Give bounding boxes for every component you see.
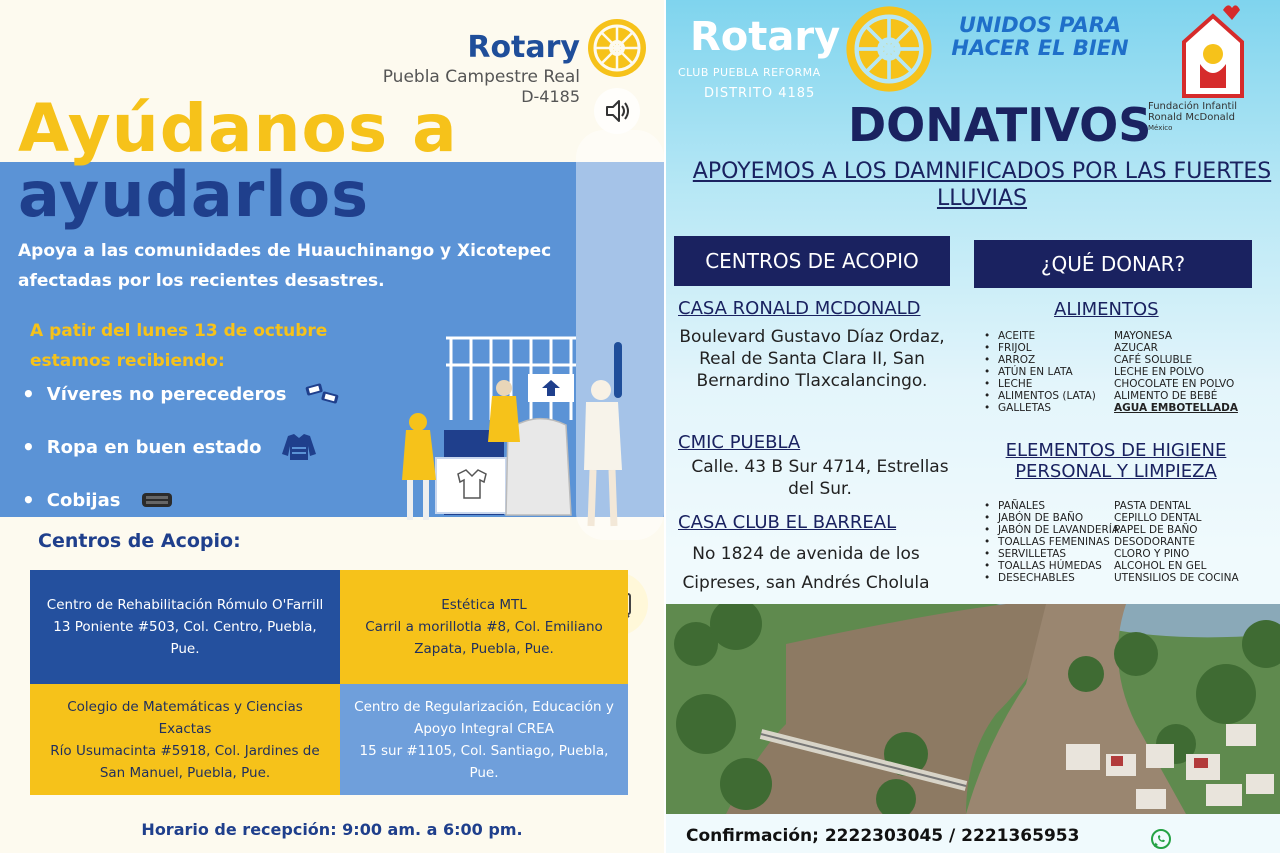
centros-title: Centros de Acopio: bbox=[38, 530, 241, 552]
rotary-brand: Rotary bbox=[467, 30, 580, 65]
item-left: TOALLAS HÚMEDAS bbox=[998, 560, 1102, 572]
item-right: PASTA DENTAL bbox=[1114, 500, 1191, 512]
que-donar-header: ¿QUÉ DONAR? bbox=[974, 240, 1252, 288]
item-right: PAPEL DE BAÑO bbox=[1114, 524, 1198, 536]
bullet-label: Víveres no perecederos bbox=[46, 383, 287, 405]
canned-food-icon bbox=[304, 379, 342, 409]
item-right: ALIMENTO DE BEBÉ bbox=[1114, 390, 1218, 402]
donation-list bbox=[22, 380, 342, 539]
item-left: ATÚN EN LATA bbox=[998, 366, 1073, 378]
item-left: SERVILLETAS bbox=[998, 548, 1067, 560]
list-item bbox=[984, 536, 1239, 548]
rotary-club: CLUB PUEBLA REFORMA bbox=[678, 66, 821, 79]
bullet-dot: • bbox=[984, 354, 991, 366]
list-item bbox=[984, 524, 1239, 536]
location-name: CASA RONALD MCDONALD bbox=[678, 298, 921, 319]
volume-slider-track[interactable] bbox=[576, 130, 664, 540]
item-right: MAYONESA bbox=[1114, 330, 1173, 342]
list-item bbox=[984, 378, 1238, 390]
unidos-slogan: UNIDOS PARA HACER EL BIEN bbox=[951, 13, 1129, 60]
location-name: CASA CLUB EL BARREAL bbox=[678, 512, 897, 533]
item-right: CHOCOLATE EN POLVO bbox=[1114, 378, 1235, 390]
bullet-dot: • bbox=[984, 560, 991, 572]
item-left: GALLETAS bbox=[998, 402, 1052, 414]
right-flyer bbox=[666, 0, 1280, 853]
item-right: CAFÉ SOLUBLE bbox=[1114, 354, 1193, 366]
centro-crea: Centro de Regularización, Educación y Apoyo Integral CREA 15 sur #1105, Col. Santiago, Puebla, Pue. bbox=[340, 684, 628, 795]
whatsapp-icon bbox=[1150, 828, 1172, 850]
item-left: JABÓN DE BAÑO bbox=[998, 512, 1084, 524]
higiene-list bbox=[984, 500, 1239, 584]
centros-header: CENTROS DE ACOPIO bbox=[674, 236, 950, 286]
list-item bbox=[984, 342, 1238, 354]
item-left: TOALLAS FEMENINAS bbox=[998, 536, 1110, 548]
from-date: A patir del lunes 13 de octubre estamos recibiendo: bbox=[30, 321, 328, 371]
list-item bbox=[984, 354, 1238, 366]
rotary-club: Puebla Campestre Real bbox=[382, 67, 580, 87]
confirmacion-phones: Confirmación; 2222303045 / 2221365953 bbox=[686, 826, 1080, 846]
bullet-dot: • bbox=[984, 500, 991, 512]
list-item bbox=[984, 390, 1238, 402]
ronald-mcdonald-house-logo bbox=[1178, 2, 1248, 102]
location-address: No 1824 de avenida de los Cipreses, san Andrés Cholula bbox=[682, 544, 930, 593]
item-right: CLORO Y PINO bbox=[1114, 548, 1190, 560]
location-address: Calle. 43 B Sur 4714, Estrellas del Sur. bbox=[691, 457, 949, 499]
sweater-icon bbox=[280, 432, 318, 462]
list-item bbox=[984, 512, 1239, 524]
fundacion-line: Fundación Infantil bbox=[1148, 101, 1238, 112]
title-line1: Ayúdanos a bbox=[18, 90, 458, 167]
list-item bbox=[984, 366, 1238, 378]
bullet-dot: • bbox=[984, 572, 991, 584]
item-right: AZUCAR bbox=[1114, 342, 1158, 354]
higiene-title: ELEMENTOS DE HIGIENE PERSONAL Y LIMPIEZA bbox=[1005, 440, 1227, 482]
bullet-dot: • bbox=[984, 536, 991, 548]
bullet-dot: • bbox=[984, 512, 991, 524]
alimentos-list bbox=[984, 330, 1238, 414]
item-left: PAÑALES bbox=[998, 500, 1046, 512]
bullet-dot: • bbox=[984, 548, 991, 560]
speaker-icon bbox=[602, 96, 632, 126]
rotary-brand: Rotary bbox=[690, 14, 841, 60]
list-item bbox=[984, 560, 1239, 572]
bullet-dot: • bbox=[984, 390, 991, 402]
item-left: ACEITE bbox=[998, 330, 1036, 342]
item-right: CEPILLO DENTAL bbox=[1114, 512, 1202, 524]
fundacion-line: México bbox=[1148, 124, 1173, 132]
item-left: DESECHABLES bbox=[998, 572, 1075, 584]
fundacion-line: Ronald McDonald bbox=[1148, 112, 1235, 123]
item-left: ALIMENTOS (LATA) bbox=[998, 390, 1096, 402]
bullet-dot: • bbox=[984, 402, 991, 414]
item-right: LECHE EN POLVO bbox=[1114, 366, 1205, 378]
bullet-dot: • bbox=[984, 342, 991, 354]
title-line2: ayudarlos bbox=[18, 158, 370, 231]
alimentos-title: ALIMENTOS bbox=[1054, 299, 1159, 320]
donativos-title: DONATIVOS bbox=[848, 98, 1152, 152]
centro-estetica: Estética MTL Carril a morillotla #8, Col. Emiliano Zapata, Puebla, Pue. bbox=[340, 570, 628, 684]
bullet-dot: • bbox=[984, 378, 991, 390]
item-right: UTENSILIOS DE COCINA bbox=[1114, 572, 1239, 584]
apoyemos-heading: APOYEMOS A LOS DAMNIFICADOS POR LAS FUERTES LLUVIAS bbox=[692, 159, 1272, 211]
centros-grid bbox=[30, 570, 628, 795]
list-item bbox=[984, 548, 1239, 560]
item-right: ALCOHOL EN GEL bbox=[1114, 560, 1207, 572]
fundacion-text bbox=[1148, 101, 1237, 134]
item-left: FRIJOL bbox=[998, 342, 1032, 354]
rotary-district: DISTRITO 4185 bbox=[704, 86, 816, 101]
centro-rehabilitacion: Centro de Rehabilitación Rómulo O'Farrill 13 Poniente #503, Col. Centro, Puebla, Pue. bbox=[30, 570, 340, 684]
rotary-district: D-4185 bbox=[521, 87, 580, 106]
list-item: • Víveres no perecederos bbox=[22, 380, 342, 408]
list-item: • Cobijas bbox=[22, 486, 342, 514]
bullet-dot: • bbox=[984, 330, 991, 342]
item-right: AGUA EMBOTELLADA bbox=[1114, 402, 1238, 414]
centro-colegio: Colegio de Matemáticas y Ciencias Exactas Río Usumacinta #5918, Col. Jardines de San Manuel, Puebla, Pue. bbox=[30, 684, 340, 795]
item-left: LECHE bbox=[998, 378, 1033, 390]
location-address: Boulevard Gustavo Díaz Ordaz, Real de Santa Clara II, San Bernardino Tlaxcalancingo. bbox=[679, 327, 945, 391]
flood-aerial-photo bbox=[666, 604, 1280, 814]
location-name: CMIC PUEBLA bbox=[678, 432, 801, 453]
item-right: DESODORANTE bbox=[1114, 536, 1195, 548]
horario: Horario de recepción: 9:00 am. a 6:00 pm. bbox=[141, 820, 523, 839]
list-item bbox=[984, 500, 1239, 512]
list-item bbox=[984, 330, 1238, 342]
volume-slider-handle[interactable] bbox=[614, 342, 622, 398]
item-left: ARROZ bbox=[998, 354, 1036, 366]
subtitle: Apoya a las comunidades de Huauchinango y Xicotepec afectadas por los recientes desastres. bbox=[18, 241, 552, 291]
bullet-dot: • bbox=[984, 366, 991, 378]
bullet-dot: • bbox=[984, 524, 991, 536]
rotary-wheel-icon bbox=[585, 16, 649, 80]
list-item bbox=[984, 572, 1239, 584]
bullet-label: Cobijas bbox=[46, 489, 121, 511]
list-item bbox=[984, 402, 1238, 414]
speaker-button[interactable] bbox=[594, 88, 640, 134]
item-left: JABÓN DE LAVANDERÍA bbox=[998, 524, 1120, 536]
blanket-icon bbox=[138, 485, 176, 515]
bullet-label: Ropa en buen estado bbox=[46, 436, 262, 458]
list-item: • Ropa en buen estado bbox=[22, 433, 342, 461]
rotary-wheel-icon bbox=[842, 2, 936, 96]
